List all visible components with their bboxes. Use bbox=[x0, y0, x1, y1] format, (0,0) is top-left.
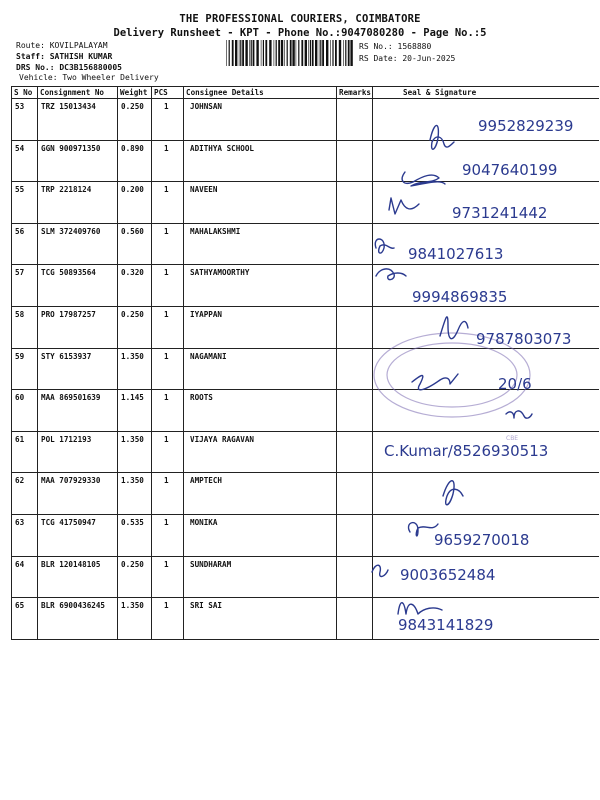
handwritten-phone: C.Kumar/8526930513 bbox=[384, 442, 549, 460]
row-consignee: SATHYAMOORTHY bbox=[184, 265, 337, 307]
row-signature bbox=[373, 473, 599, 515]
table-header-row bbox=[12, 87, 599, 99]
row-pcs: 1 bbox=[152, 514, 184, 556]
row-pcs: 1 bbox=[152, 99, 184, 141]
table-row bbox=[12, 306, 599, 348]
row-pcs: 1 bbox=[152, 348, 184, 390]
table-row bbox=[12, 556, 599, 598]
row-remarks bbox=[337, 265, 373, 307]
row-consignee: ADITHYA SCHOOL bbox=[184, 140, 337, 182]
row-weight: 0.250 bbox=[118, 556, 152, 598]
row-signature bbox=[373, 182, 599, 224]
route-value: KOVILPALAYAM bbox=[49, 41, 108, 50]
row-remarks bbox=[337, 431, 373, 473]
row-consignee: NAVEEN bbox=[184, 182, 337, 224]
row-consignment: POL 1712193 bbox=[38, 431, 118, 473]
rs-date-label: RS Date: bbox=[359, 54, 398, 63]
row-sno: 62 bbox=[12, 473, 38, 515]
row-sno: 59 bbox=[12, 348, 38, 390]
drs-line bbox=[16, 63, 122, 74]
row-signature bbox=[373, 306, 599, 348]
row-consignment: TCG 50893564 bbox=[38, 265, 118, 307]
handwritten-phone: 9731241442 bbox=[452, 204, 548, 222]
row-sno: 55 bbox=[12, 182, 38, 224]
runsheet-table bbox=[11, 86, 599, 640]
row-consignment: TCG 41750947 bbox=[38, 514, 118, 556]
row-remarks bbox=[337, 223, 373, 265]
row-weight: 1.350 bbox=[118, 431, 152, 473]
company-title: THE PROFESSIONAL COURIERS, COIMBATORE bbox=[179, 13, 421, 25]
handwritten-phone: 9841027613 bbox=[408, 245, 504, 263]
row-weight: 1.350 bbox=[118, 348, 152, 390]
row-consignee: NAGAMANI bbox=[184, 348, 337, 390]
row-consignment: GGN 900971350 bbox=[38, 140, 118, 182]
row-signature bbox=[373, 348, 599, 390]
row-consignment: TRZ 15013434 bbox=[38, 99, 118, 141]
row-remarks bbox=[337, 140, 373, 182]
col-signature: Seal & Signature bbox=[373, 87, 599, 99]
row-weight: 0.890 bbox=[118, 140, 152, 182]
row-pcs: 1 bbox=[152, 431, 184, 473]
row-weight: 0.535 bbox=[118, 514, 152, 556]
row-remarks bbox=[337, 99, 373, 141]
row-remarks bbox=[337, 182, 373, 224]
handwritten-phone: 9659270018 bbox=[434, 531, 530, 549]
row-sno: 54 bbox=[12, 140, 38, 182]
row-sno: 61 bbox=[12, 431, 38, 473]
rs-date-value: 20-Jun-2025 bbox=[402, 54, 456, 63]
rs-no-line bbox=[359, 41, 431, 52]
stamp-text: CBE bbox=[506, 435, 519, 442]
row-consignee: MONIKA bbox=[184, 514, 337, 556]
row-signature bbox=[373, 140, 599, 182]
vehicle-line bbox=[19, 73, 159, 84]
row-weight: 0.320 bbox=[118, 265, 152, 307]
row-signature bbox=[373, 223, 599, 265]
row-remarks bbox=[337, 514, 373, 556]
rs-no-value: 1568880 bbox=[397, 42, 432, 51]
table-row bbox=[12, 514, 599, 556]
row-pcs: 1 bbox=[152, 182, 184, 224]
barcode-icon bbox=[226, 40, 353, 66]
row-signature bbox=[373, 598, 599, 640]
row-weight: 1.350 bbox=[118, 473, 152, 515]
row-consignment: MAA 707929330 bbox=[38, 473, 118, 515]
row-weight: 0.560 bbox=[118, 223, 152, 265]
row-consignment: TRP 2218124 bbox=[38, 182, 118, 224]
table-row bbox=[12, 431, 599, 473]
row-pcs: 1 bbox=[152, 598, 184, 640]
row-consignee: VIJAYA RAGAVAN bbox=[184, 431, 337, 473]
row-remarks bbox=[337, 348, 373, 390]
handwritten-phone: 9994869835 bbox=[412, 288, 508, 306]
row-weight: 0.250 bbox=[118, 99, 152, 141]
drs-label: DRS No.: bbox=[16, 63, 55, 72]
row-weight: 0.200 bbox=[118, 182, 152, 224]
row-sno: 56 bbox=[12, 223, 38, 265]
row-sno: 65 bbox=[12, 598, 38, 640]
handwritten-phone: 9952829239 bbox=[478, 117, 574, 135]
row-consignee: JOHNSAN bbox=[184, 99, 337, 141]
col-sno: S No bbox=[12, 87, 38, 99]
rs-no-label: RS No.: bbox=[359, 42, 393, 51]
col-consignee: Consignee Details bbox=[184, 87, 337, 99]
vehicle-value: Two Wheeler Delivery bbox=[62, 73, 159, 82]
row-consignment: SLM 372409760 bbox=[38, 223, 118, 265]
handwritten-phone: 9047640199 bbox=[462, 161, 558, 179]
row-consignee: SRI SAI bbox=[184, 598, 337, 640]
row-weight: 1.145 bbox=[118, 390, 152, 432]
row-pcs: 1 bbox=[152, 265, 184, 307]
col-remarks: Remarks bbox=[337, 87, 373, 99]
row-consignment: STY 6153937 bbox=[38, 348, 118, 390]
row-consignee: IYAPPAN bbox=[184, 306, 337, 348]
table-row bbox=[12, 140, 599, 182]
row-consignment: MAA 869501639 bbox=[38, 390, 118, 432]
row-consignee: ROOTS bbox=[184, 390, 337, 432]
handwritten-phone: 9843141829 bbox=[398, 616, 494, 634]
row-consignment: BLR 6900436245 bbox=[38, 598, 118, 640]
row-sno: 64 bbox=[12, 556, 38, 598]
row-remarks bbox=[337, 306, 373, 348]
rs-date-line bbox=[359, 53, 455, 64]
row-sno: 57 bbox=[12, 265, 38, 307]
handwritten-phone: 9787803073 bbox=[476, 330, 572, 348]
staff-line bbox=[16, 52, 112, 63]
col-pcs: PCS bbox=[152, 87, 184, 99]
route-line bbox=[16, 41, 108, 52]
row-signature bbox=[373, 265, 599, 307]
row-pcs: 1 bbox=[152, 140, 184, 182]
handwritten-phone: 9003652484 bbox=[400, 566, 496, 584]
row-consignment: PRO 17987257 bbox=[38, 306, 118, 348]
vehicle-label: Vehicle: bbox=[19, 73, 58, 82]
table-row bbox=[12, 99, 599, 141]
drs-value: DC3B156880005 bbox=[59, 63, 122, 72]
row-signature bbox=[373, 514, 599, 556]
row-weight: 1.350 bbox=[118, 598, 152, 640]
handwritten-phone: 20/6 bbox=[498, 375, 532, 393]
row-remarks bbox=[337, 556, 373, 598]
route-label: Route: bbox=[16, 41, 45, 50]
row-signature bbox=[373, 556, 599, 598]
row-sno: 58 bbox=[12, 306, 38, 348]
row-remarks bbox=[337, 598, 373, 640]
row-pcs: 1 bbox=[152, 473, 184, 515]
row-pcs: 1 bbox=[152, 306, 184, 348]
row-pcs: 1 bbox=[152, 223, 184, 265]
table-row bbox=[12, 223, 599, 265]
row-weight: 0.250 bbox=[118, 306, 152, 348]
row-consignee: MAHALAKSHMI bbox=[184, 223, 337, 265]
row-consignment: BLR 120148105 bbox=[38, 556, 118, 598]
table-row bbox=[12, 265, 599, 307]
runsheet-title: Delivery Runsheet - KPT - Phone No.:9047080280 - Page No.:5 bbox=[113, 27, 487, 39]
staff-value: SATHISH KUMAR bbox=[49, 52, 113, 61]
row-sno: 60 bbox=[12, 390, 38, 432]
table-row bbox=[12, 598, 599, 640]
col-weight: Weight bbox=[118, 87, 152, 99]
row-consignee: SUNDHARAM bbox=[184, 556, 337, 598]
row-signature bbox=[373, 431, 599, 473]
row-pcs: 1 bbox=[152, 556, 184, 598]
table-row bbox=[12, 182, 599, 224]
staff-label: Staff: bbox=[16, 52, 45, 61]
row-sno: 53 bbox=[12, 99, 38, 141]
table-row bbox=[12, 473, 599, 515]
row-remarks bbox=[337, 473, 373, 515]
row-pcs: 1 bbox=[152, 390, 184, 432]
table-row bbox=[12, 390, 599, 432]
row-sno: 63 bbox=[12, 514, 38, 556]
table-row bbox=[12, 348, 599, 390]
row-consignee: AMPTECH bbox=[184, 473, 337, 515]
row-signature bbox=[373, 99, 599, 141]
row-remarks bbox=[337, 390, 373, 432]
col-consignment: Consignment No bbox=[38, 87, 118, 99]
row-signature bbox=[373, 390, 599, 432]
